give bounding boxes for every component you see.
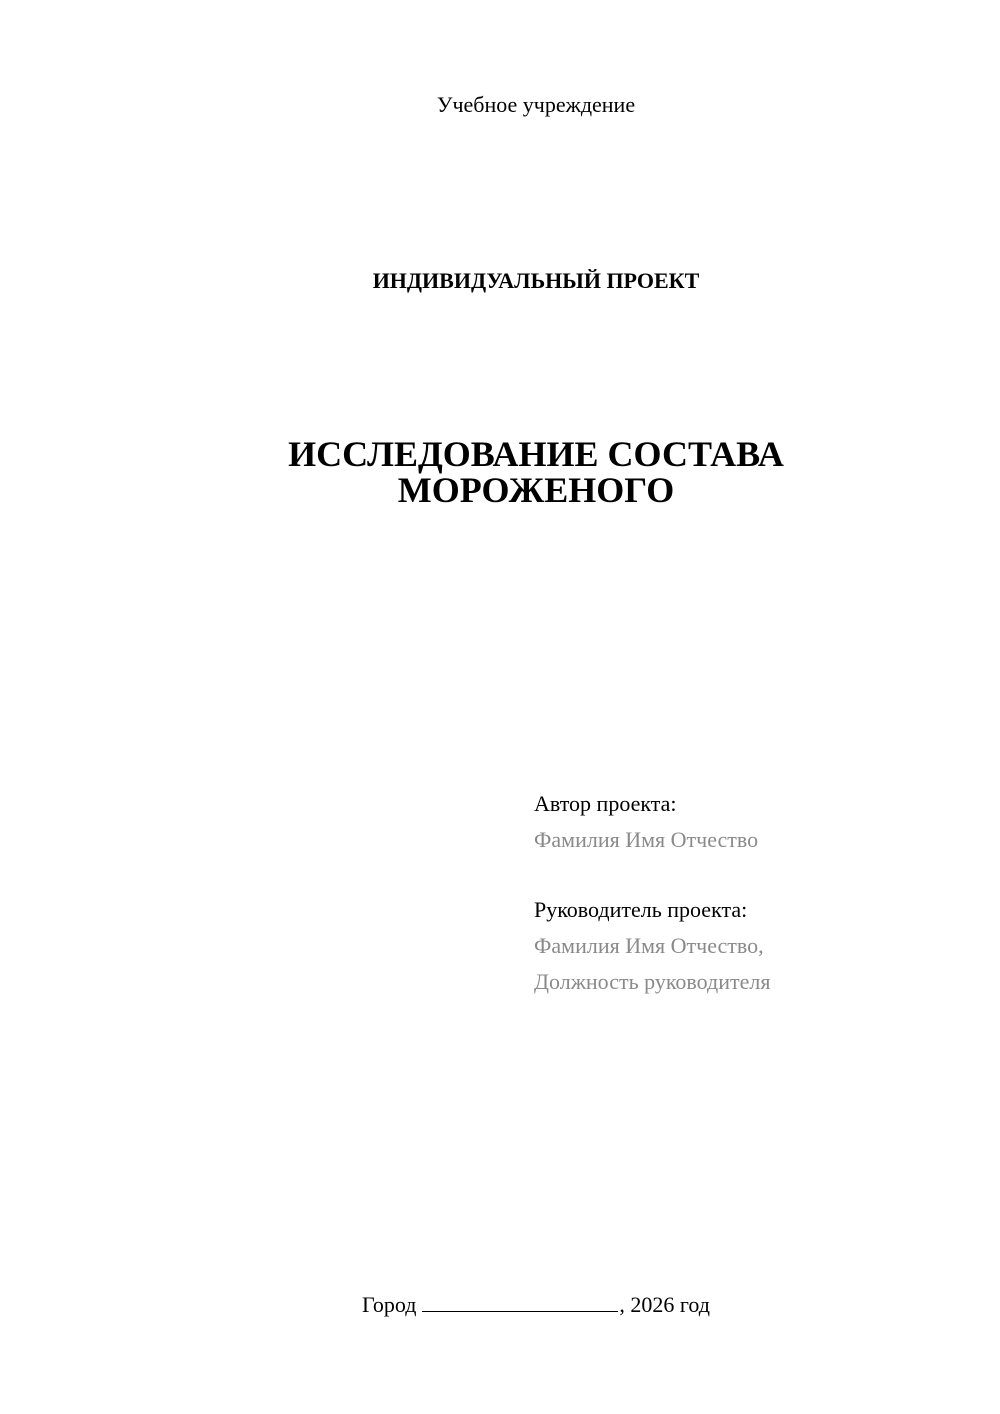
project-type-heading: ИНДИВИДУАЛЬНЫЙ ПРОЕКТ — [372, 268, 700, 293]
project-title-line-2: МОРОЖЕНОГО — [397, 470, 675, 510]
project-title-line-1: ИССЛЕДОВАНИЕ СОСТАВА — [288, 434, 784, 474]
institution-name: Учебное учреждение — [436, 92, 636, 117]
city-label: Город — [362, 1292, 417, 1317]
supervisor-position: Должность руководителя — [534, 969, 771, 994]
supervisor-name: Фамилия Имя Отчество, — [534, 933, 764, 958]
supervisor-block — [534, 892, 770, 1000]
city-blank-line — [422, 1291, 618, 1312]
supervisor-label: Руководитель проекта: — [534, 897, 748, 922]
author-block — [534, 786, 758, 858]
project-title — [0, 436, 1000, 508]
author-label: Автор проекта: — [534, 791, 677, 816]
author-name: Фамилия Имя Отчество — [534, 827, 759, 852]
footer-city-year — [0, 1290, 1000, 1320]
year-text: , 2026 год — [619, 1292, 710, 1317]
